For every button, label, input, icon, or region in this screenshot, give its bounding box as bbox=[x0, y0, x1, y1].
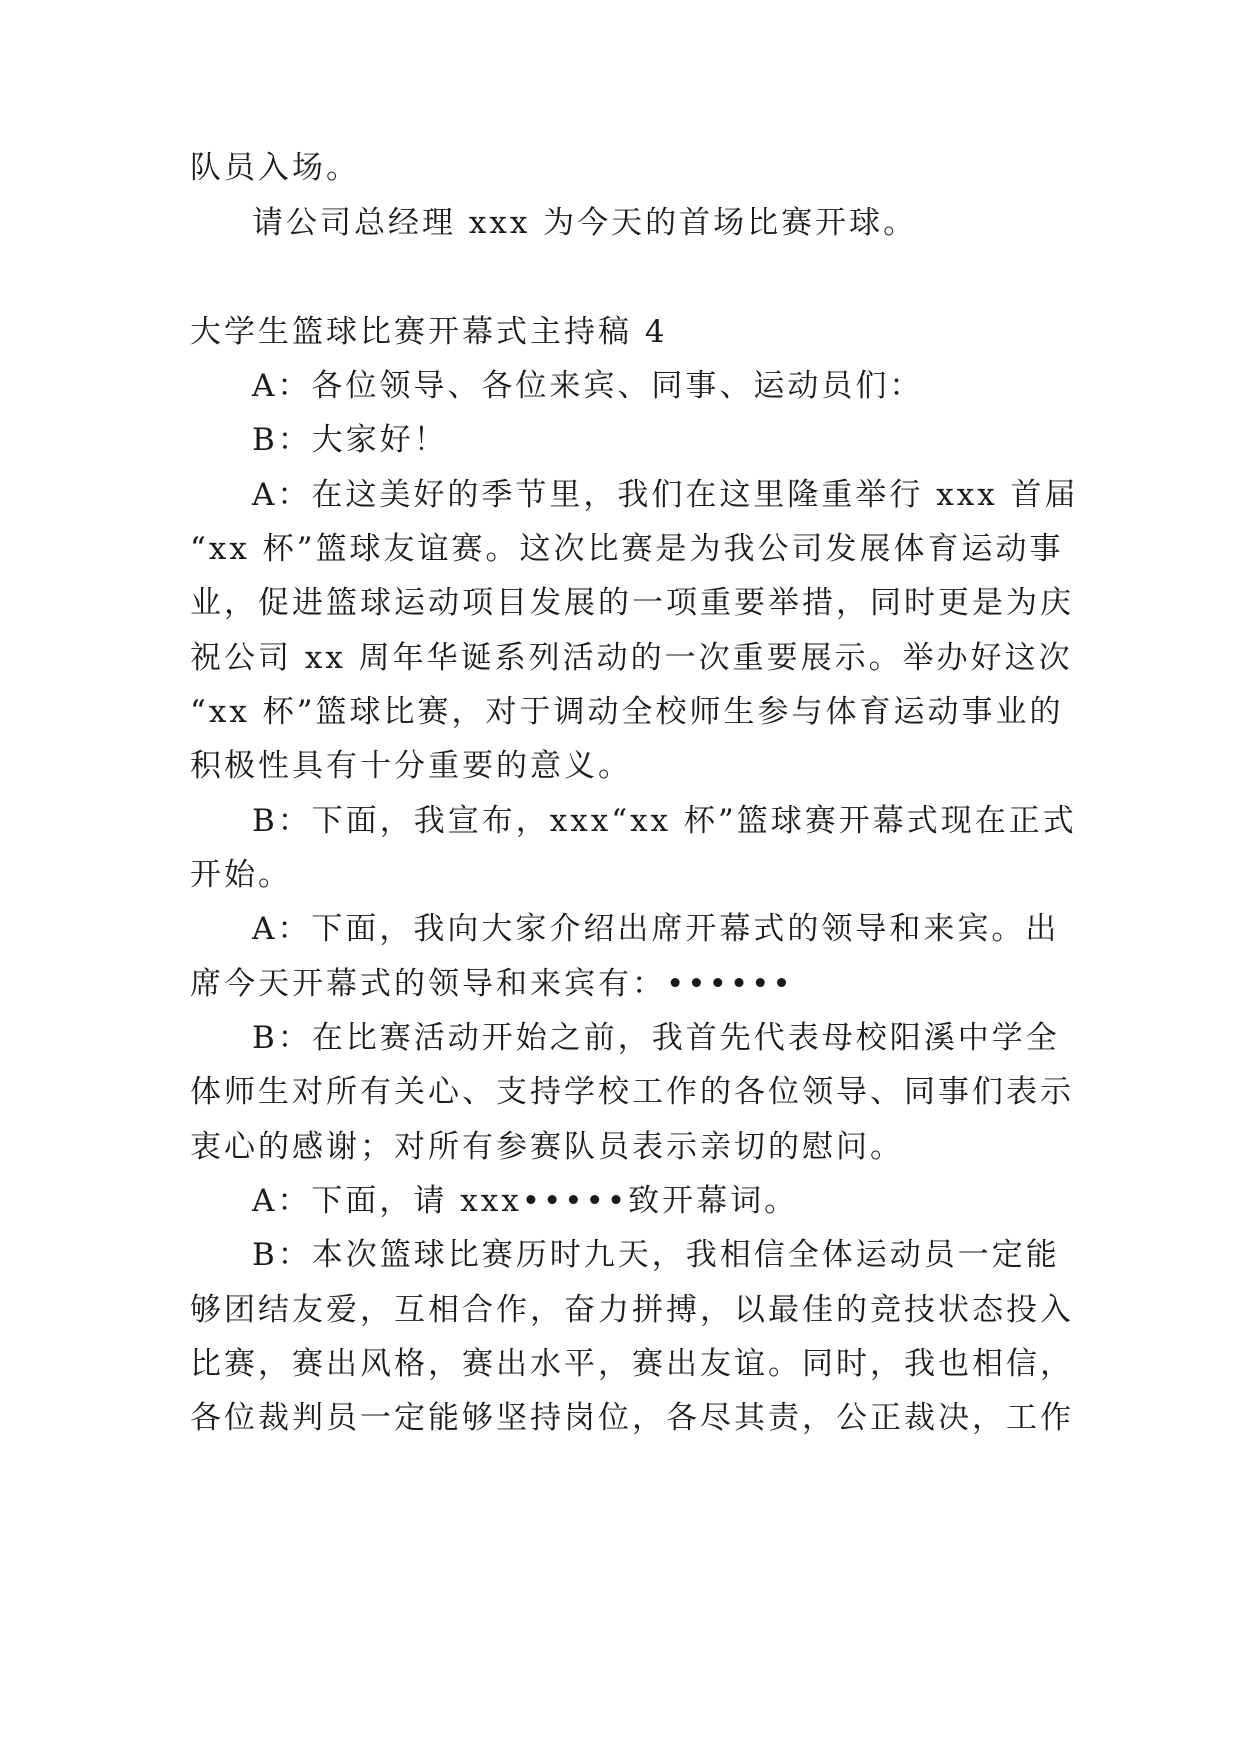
text-line: 祝公司 xx 周年华诞系列活动的一次重要展示。举办好这次 bbox=[190, 640, 1073, 676]
text-line: 业，促进篮球运动项目发展的一项重要举措，同时更是为庆 bbox=[190, 585, 1074, 621]
text-line: A：各位领导、各位来宾、同事、运动员们： bbox=[252, 368, 924, 404]
section-heading: 大学生篮球比赛开幕式主持稿 4 bbox=[190, 314, 668, 350]
text-line: 队员入场。 bbox=[190, 150, 360, 186]
text-line: A：在这美好的季节里，我们在这里隆重举行 xxx 首届 bbox=[252, 477, 1079, 513]
text-line: 比赛，赛出风格，赛出水平，赛出友谊。同时，我也相信， bbox=[190, 1346, 1074, 1382]
text-line: 体师生对所有关心、支持学校工作的各位领导、同事们表示 bbox=[190, 1074, 1074, 1110]
text-line: A：下面，我向大家介绍出席开幕式的领导和来宾。出 bbox=[252, 911, 1060, 947]
text-line: 积极性具有十分重要的意义。 bbox=[190, 748, 632, 784]
text-line: B：大家好！ bbox=[252, 422, 448, 458]
text-line: 请公司总经理 xxx 为今天的首场比赛开球。 bbox=[252, 205, 918, 241]
text-line: B：在比赛活动开始之前，我首先代表母校阳溪中学全 bbox=[252, 1020, 1060, 1056]
text-line: 够团结友爱，互相合作，奋力拼搏，以最佳的竞技状态投入 bbox=[190, 1292, 1074, 1328]
text-line: A：下面，请 xxx•••••致开幕词。 bbox=[252, 1183, 799, 1219]
text-line: “xx 杯”篮球比赛，对于调动全校师生参与体育运动事业的 bbox=[190, 694, 1064, 730]
text-line: “xx 杯”篮球友谊赛。这次比赛是为我公司发展体育运动事 bbox=[190, 531, 1064, 567]
text-line: 席今天开幕式的领导和来宾有：•••••• bbox=[190, 966, 794, 1002]
text-line: 开始。 bbox=[190, 857, 292, 893]
text-line: B：下面，我宣布，xxx“xx 杯”篮球赛开幕式现在正式 bbox=[252, 803, 1077, 839]
text-line: 衷心的感谢；对所有参赛队员表示亲切的慰问。 bbox=[190, 1129, 904, 1165]
text-line: B：本次篮球比赛历时九天，我相信全体运动员一定能 bbox=[252, 1237, 1060, 1273]
text-line: 各位裁判员一定能够坚持岗位，各尽其责，公正裁决，工作 bbox=[190, 1400, 1074, 1436]
